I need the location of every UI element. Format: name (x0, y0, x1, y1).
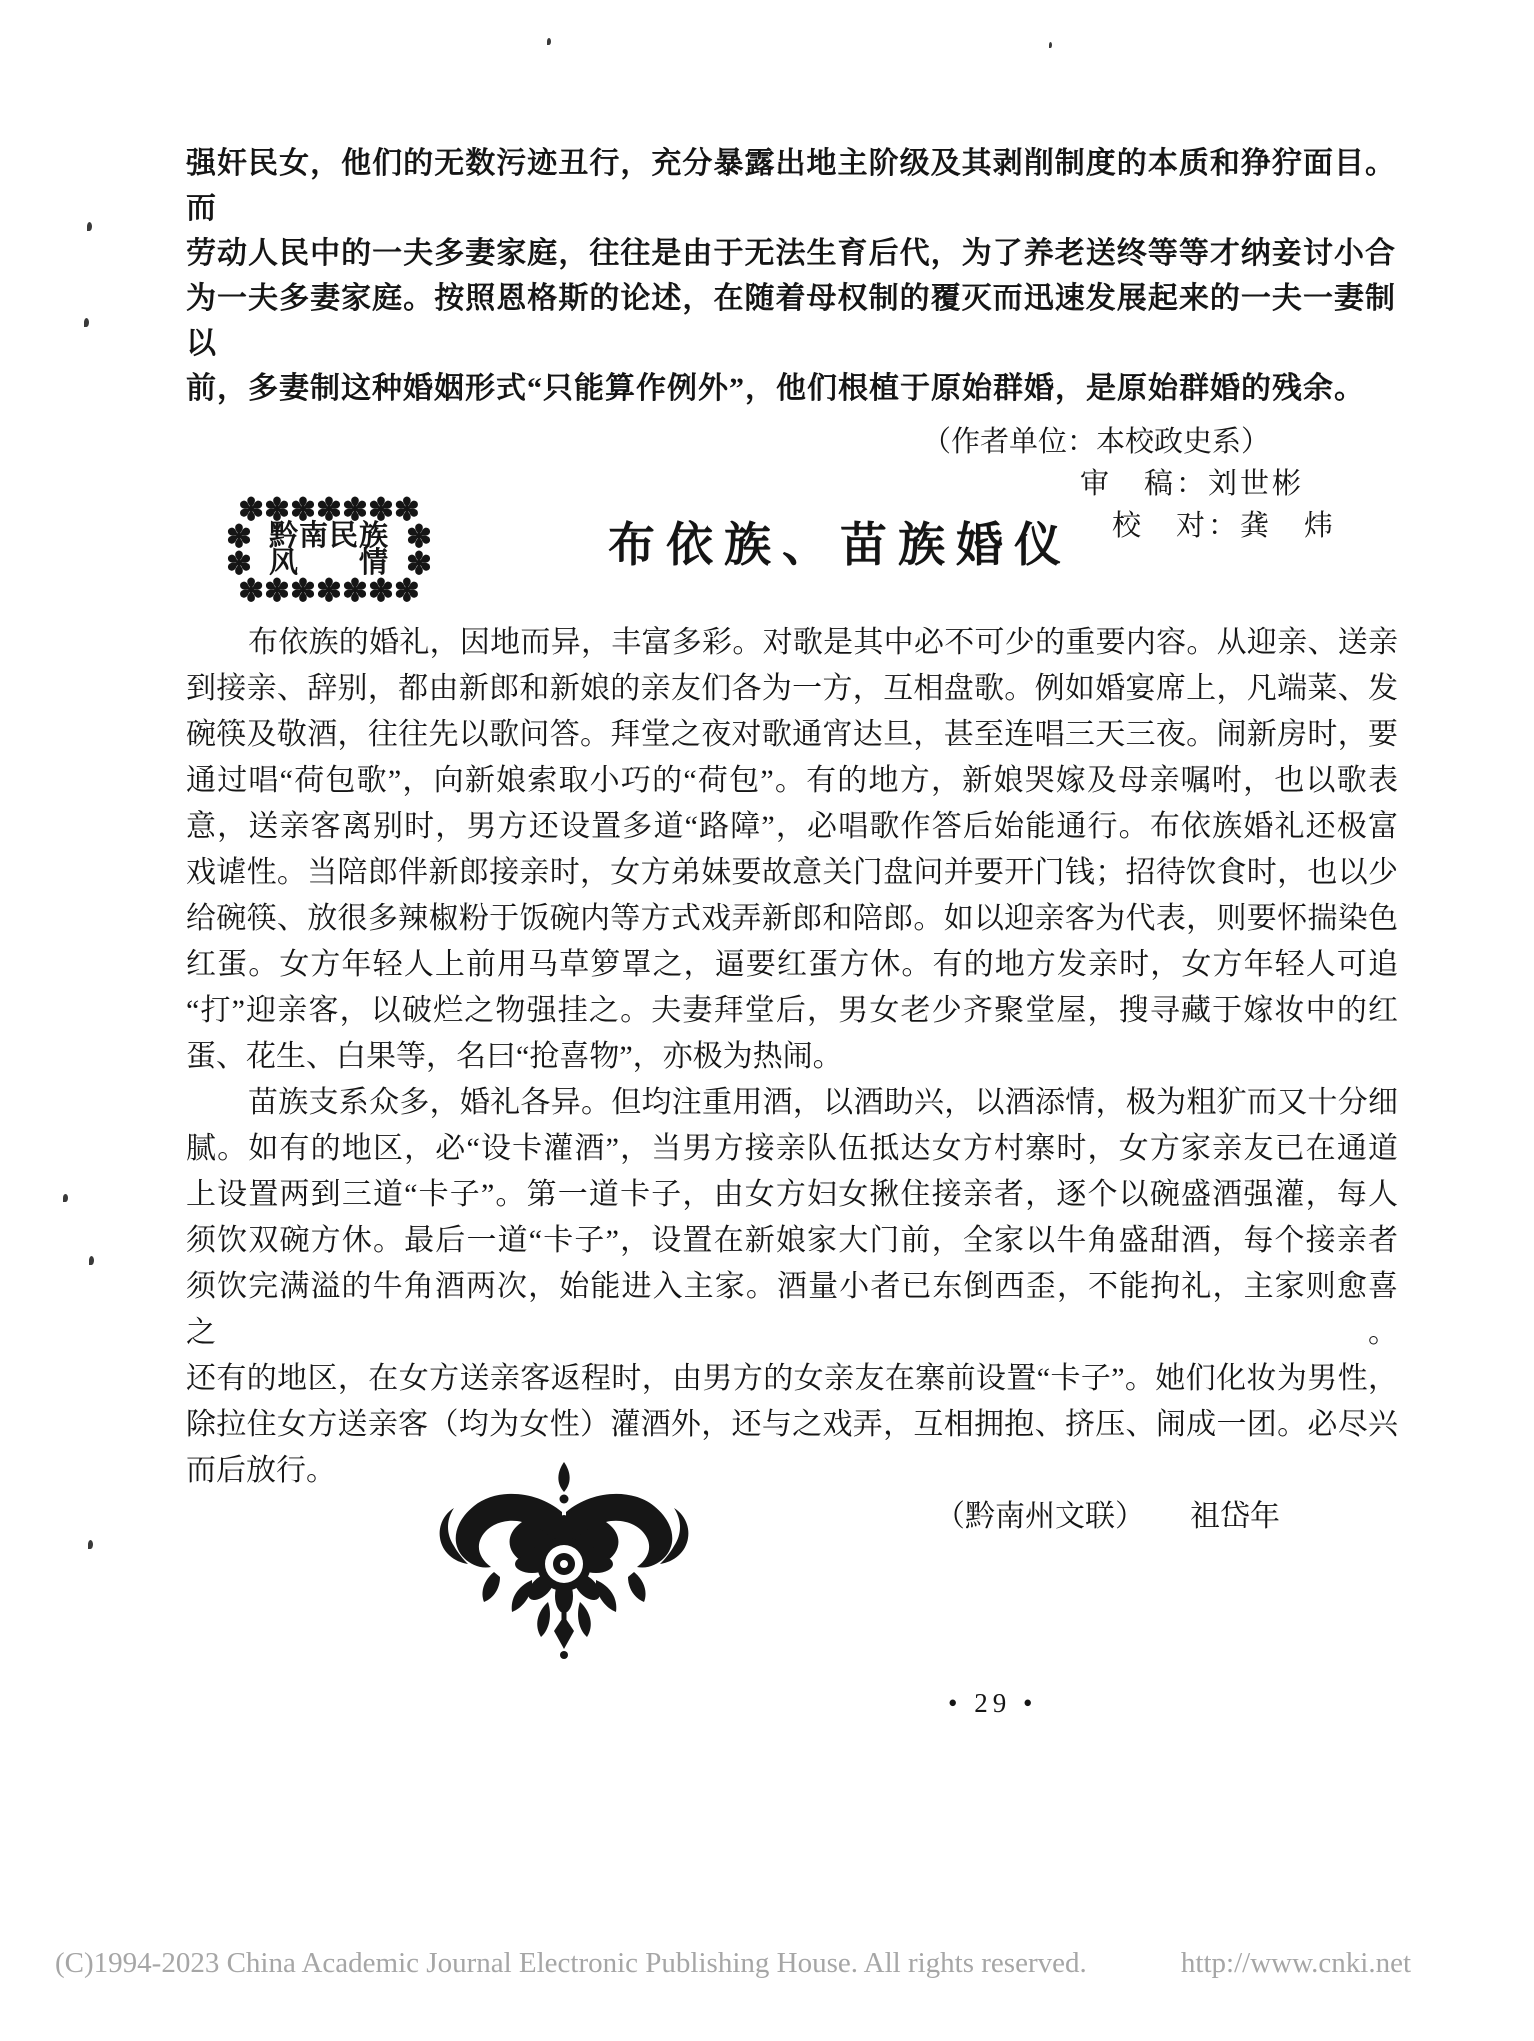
article-body (186, 620, 1398, 1540)
text-line: 强奸民女，他们的无数污迹丑行，充分暴露出地主阶级及其剥削制度的本质和狰狞面目。而 (186, 147, 1396, 225)
asterisk-icon: ✽ (226, 546, 252, 581)
scan-artifact (89, 1256, 94, 1265)
top-article-block (186, 141, 1396, 547)
scan-artifact (1049, 42, 1052, 48)
column-badge (224, 492, 434, 608)
floral-ornament-image (424, 1460, 704, 1660)
proofreader-line: 校 对：龚 炜 (1111, 510, 1336, 542)
text-line: 苗族支系众多，婚礼各异。但均注重用酒，以酒助兴，以酒添情，极为粗犷而又十分细 (248, 1086, 1398, 1119)
text-line: 蛋、花生、白果等，名曰“抢喜物”，亦极为热闹。 (186, 1040, 843, 1073)
text-line: 通过唱“荷包歌”，向新娘索取小巧的“荷包”。有的地方，新娘哭嫁及母亲嘱咐，也以歌表 (186, 764, 1398, 797)
text-line: “打”迎亲客，以破烂之物强挂之。夫妻拜堂后，男女老少齐聚堂屋，搜寻藏于嫁妆中的红 (186, 994, 1398, 1027)
feature-header (186, 492, 1396, 608)
text-line: 腻。如有的地区，必“设卡灌酒”，当男方接亲队伍抵达女方村寨时，女方家亲友已在通道 (186, 1132, 1398, 1165)
text-line: 到接亲、辞别，都由新郎和新娘的亲友们各为一方，互相盘歌。例如婚宴席上，凡端菜、发 (186, 672, 1398, 705)
asterisk-icon: ✽ (406, 519, 432, 554)
scan-artifact (84, 318, 89, 327)
text-line: 而后放行。 (186, 1454, 336, 1487)
footer-url: http://www.cnki.net (1180, 1947, 1411, 1979)
text-line: 劳动人民中的一夫多妻家庭，往往是由于无法生育后代，为了养老送终等等才纳妾讨小合 (186, 237, 1396, 270)
text-line: 给碗筷、放很多辣椒粉于饭碗内等方式戏弄新郎和陪郎。如以迎亲客为代表，则要怀揣染色 (186, 902, 1398, 935)
text-line: 红蛋。女方年轻人上前用马草箩罩之，逼要红蛋方休。有的地方发亲时，女方年轻人可追 (186, 948, 1398, 981)
text-line: 意，送亲客离别时，男方还设置多道“路障”，必唱歌作答后始能通行。布依族婚礼还极富 (186, 810, 1398, 843)
page-number: • 29 • (948, 1688, 1038, 1718)
badge-asterisk-row: ✽✽✽✽✽✽✽ (238, 573, 420, 608)
text-line: 须饮双碗方休。最后一道“卡子”，设置在新娘家大门前，全家以牛角盛甜酒，每个接亲者 (186, 1224, 1398, 1257)
badge-label: 风 情 (268, 547, 389, 579)
badge-label: 黔南民族 (268, 520, 389, 552)
text-line: 须饮完满溢的牛角酒两次，始能进入主家。酒量小者已东倒西歪，不能拘礼，主家则愈喜之。 (186, 1270, 1398, 1349)
badge-asterisk-row: ✽✽✽✽✽✽✽ (238, 492, 420, 527)
asterisk-icon: ✽ (226, 519, 252, 554)
scan-artifact (63, 1194, 68, 1202)
text-line: 还有的地区，在女方送亲客返程时，由男方的女亲友在寨前设置“卡子”。她们化妆为男性， (186, 1362, 1398, 1395)
scan-artifact (88, 1540, 93, 1549)
scan-artifact (87, 222, 92, 231)
badge-line (224, 519, 434, 554)
text-line: 戏谑性。当陪郎伴新郎接亲时，女方弟妹要故意关门盘问并要开门钱；招待饮食时，也以少 (186, 856, 1398, 889)
text-line: 碗筷及敬酒，往往先以歌问答。拜堂之夜对歌通宵达旦，甚至连唱三天三夜。闹新房时，要 (186, 718, 1398, 751)
scan-footer (55, 1947, 1411, 1980)
asterisk-icon: ✽ (406, 546, 432, 581)
text-line: 上设置两到三道“卡子”。第一道卡子，由女方妇女揪住接亲者，逐个以碗盛酒强灌，每人 (186, 1178, 1398, 1211)
footer-copyright: (C)1994-2023 China Academic Journal Electronic Publishing House. All rights reserved. (55, 1947, 1087, 1979)
article-title: 布依族、苗族婚仪 (608, 520, 1072, 572)
scan-artifact (547, 38, 551, 45)
text-line: 除拉住女方送亲客（均为女性）灌酒外，还与之戏弄，互相拥抱、挤压、闹成一团。必尽兴 (186, 1408, 1398, 1441)
text-line: 前，多妻制这种婚姻形式“只能算作例外”，他们根植于原始群婚，是原始群婚的残余。 (186, 372, 1365, 405)
text-line: 为一夫多妻家庭。按照恩格斯的论述，在随着母权制的覆灭而迅速发展起来的一夫一妻制以 (186, 282, 1396, 360)
text-line: 布依族的婚礼，因地而异，丰富多彩。对歌是其中必不可少的重要内容。从迎亲、送亲 (248, 626, 1398, 659)
article-attribution: （黔南州文联） 祖岱年 (935, 1500, 1280, 1533)
author-unit-line: （作者单位：本校政史系） (921, 426, 1270, 458)
reviewer-line: 审 稿：刘世彬 (1079, 468, 1304, 500)
